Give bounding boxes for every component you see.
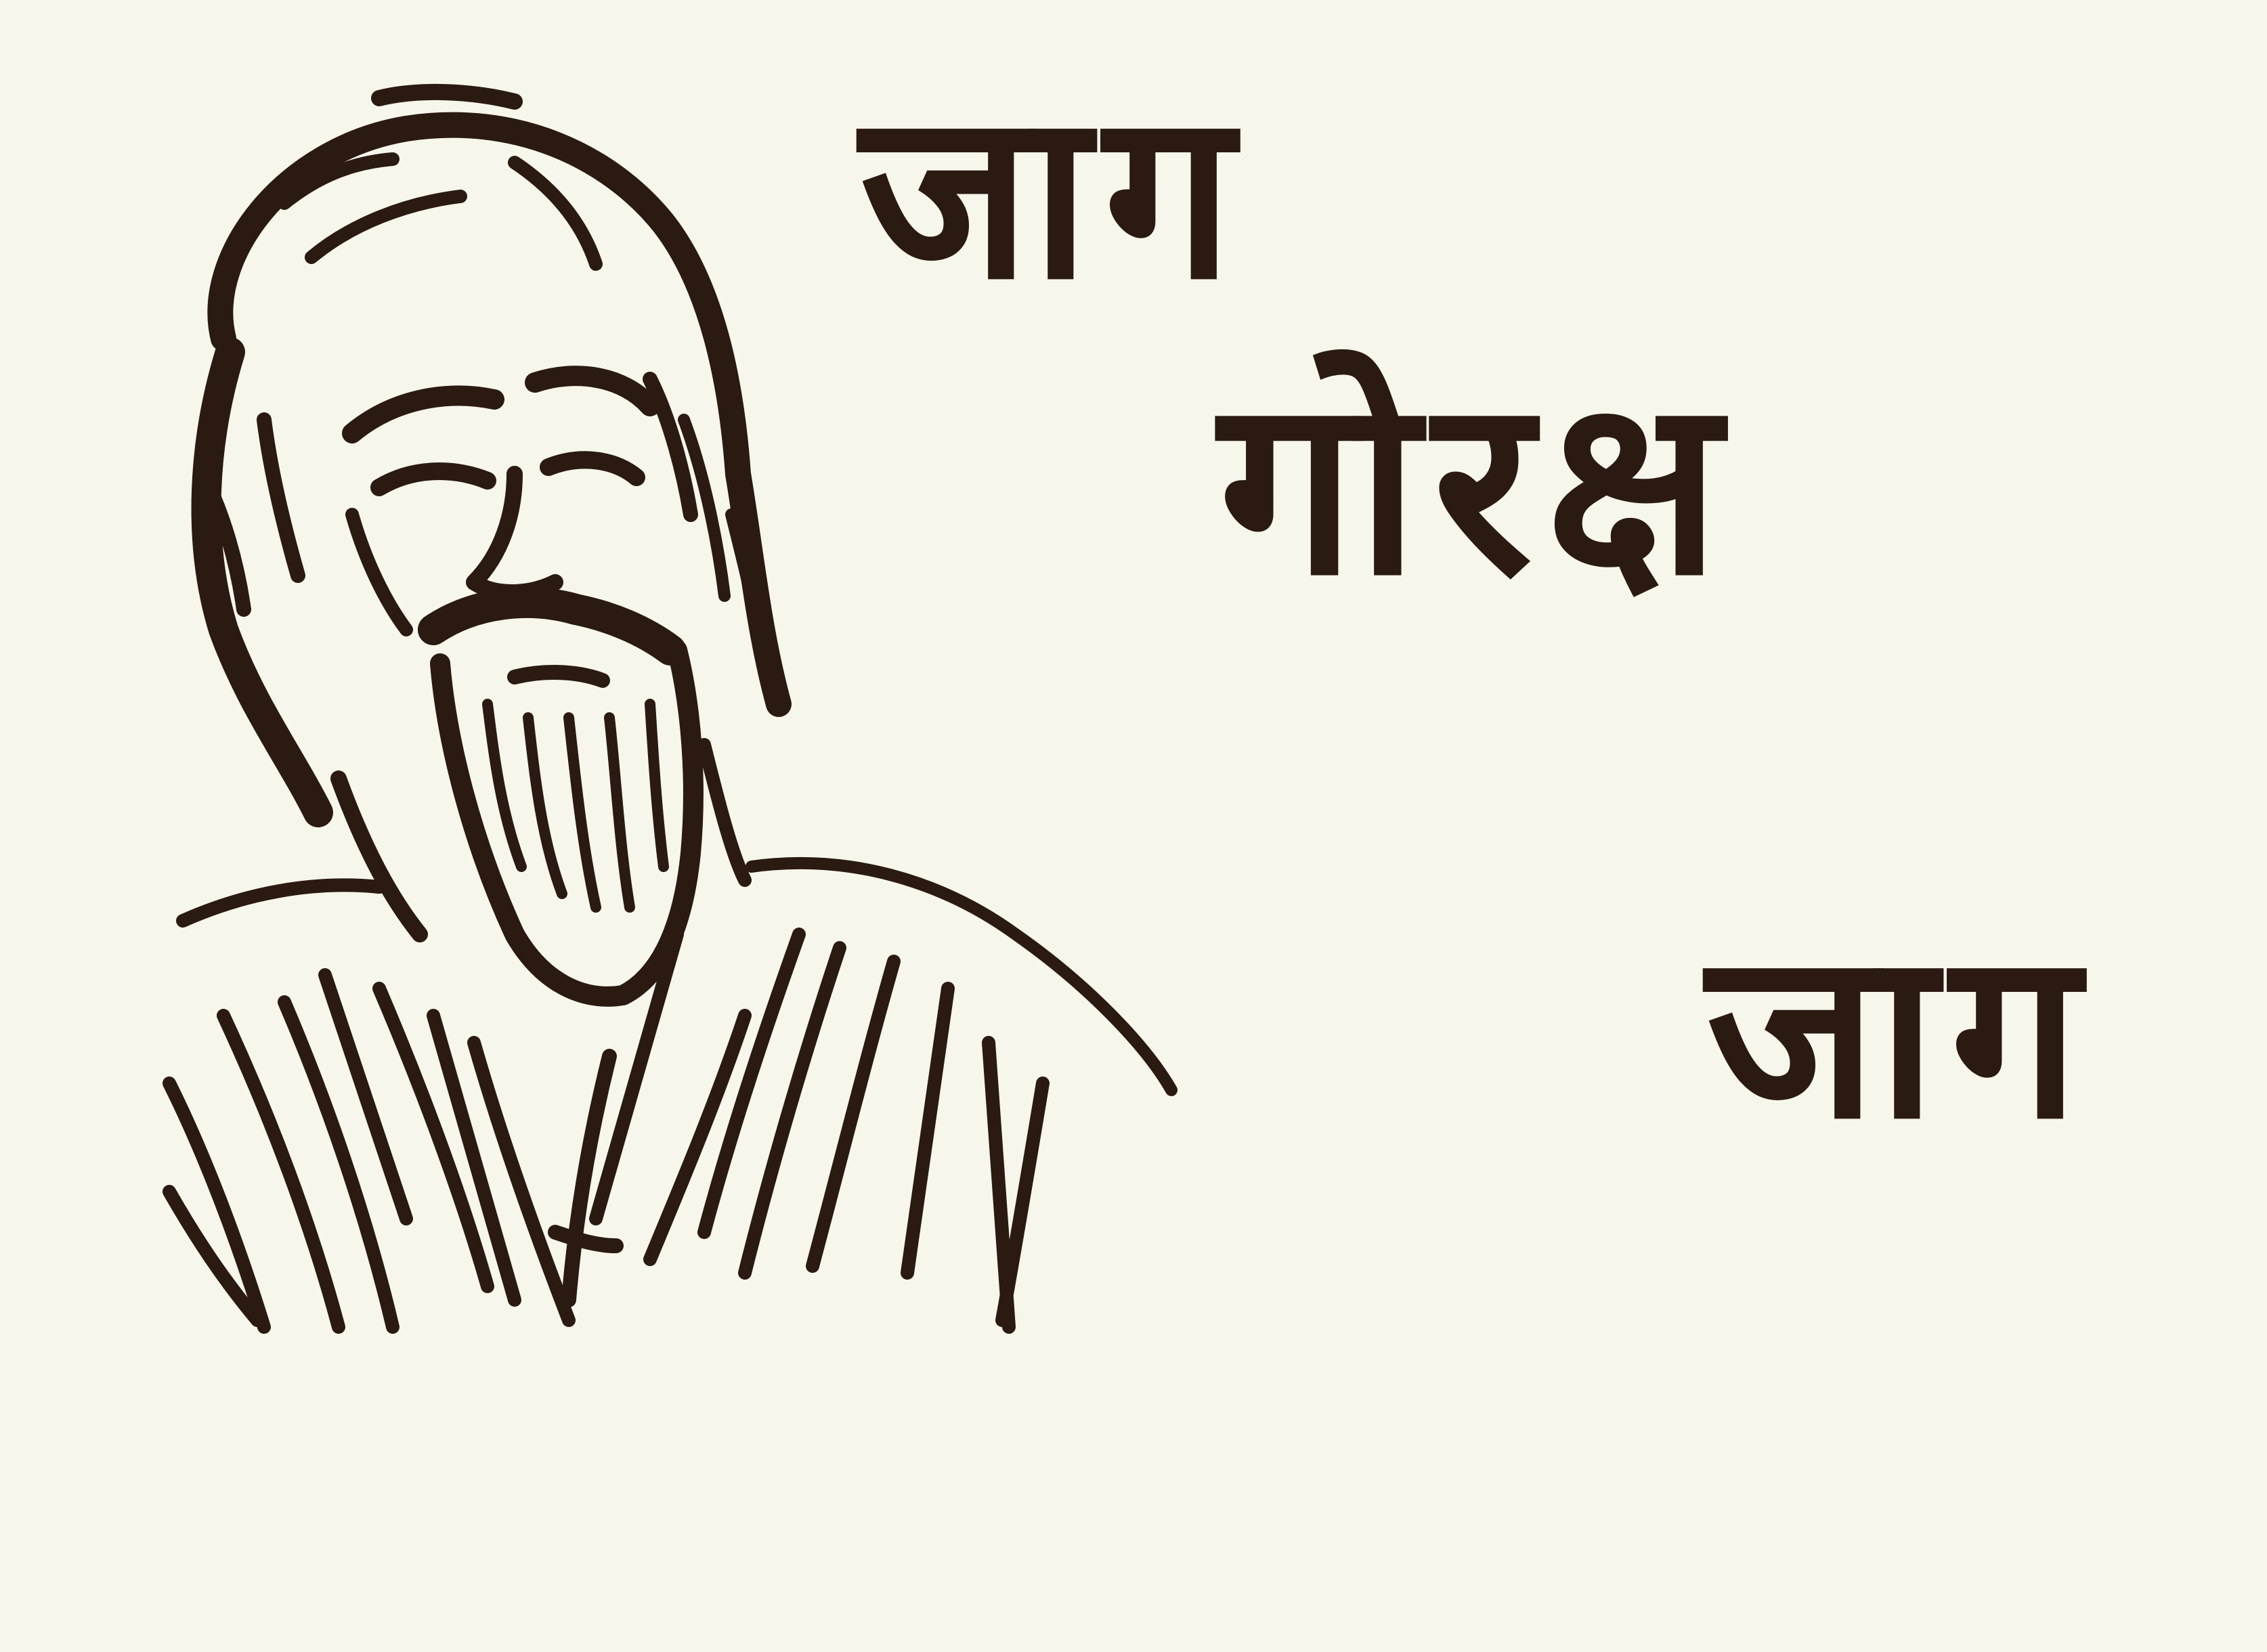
hair-strands-1 <box>284 159 596 264</box>
slogan-line-1: जाग <box>860 62 1247 330</box>
robe-folds-right <box>596 934 1043 1327</box>
cheek-left <box>352 515 406 630</box>
left-shoulder <box>183 885 379 921</box>
nose <box>474 474 555 592</box>
hair-top-curl <box>379 92 515 102</box>
slogan-line-2: गोरक्ष <box>1219 345 1735 629</box>
hair-strands-2 <box>203 379 691 609</box>
right-brow <box>535 376 650 406</box>
slogan-line-3: जाग <box>1706 902 2094 1170</box>
left-brow <box>352 395 494 433</box>
neck-left <box>339 779 420 934</box>
right-eye <box>548 460 636 477</box>
left-eye <box>379 471 488 487</box>
robe-folds-left <box>169 975 569 1327</box>
mouth <box>515 672 603 680</box>
beard-strands <box>488 704 664 907</box>
neck-right <box>704 745 745 880</box>
moustache <box>433 603 670 650</box>
right-shoulder <box>752 863 1171 1090</box>
